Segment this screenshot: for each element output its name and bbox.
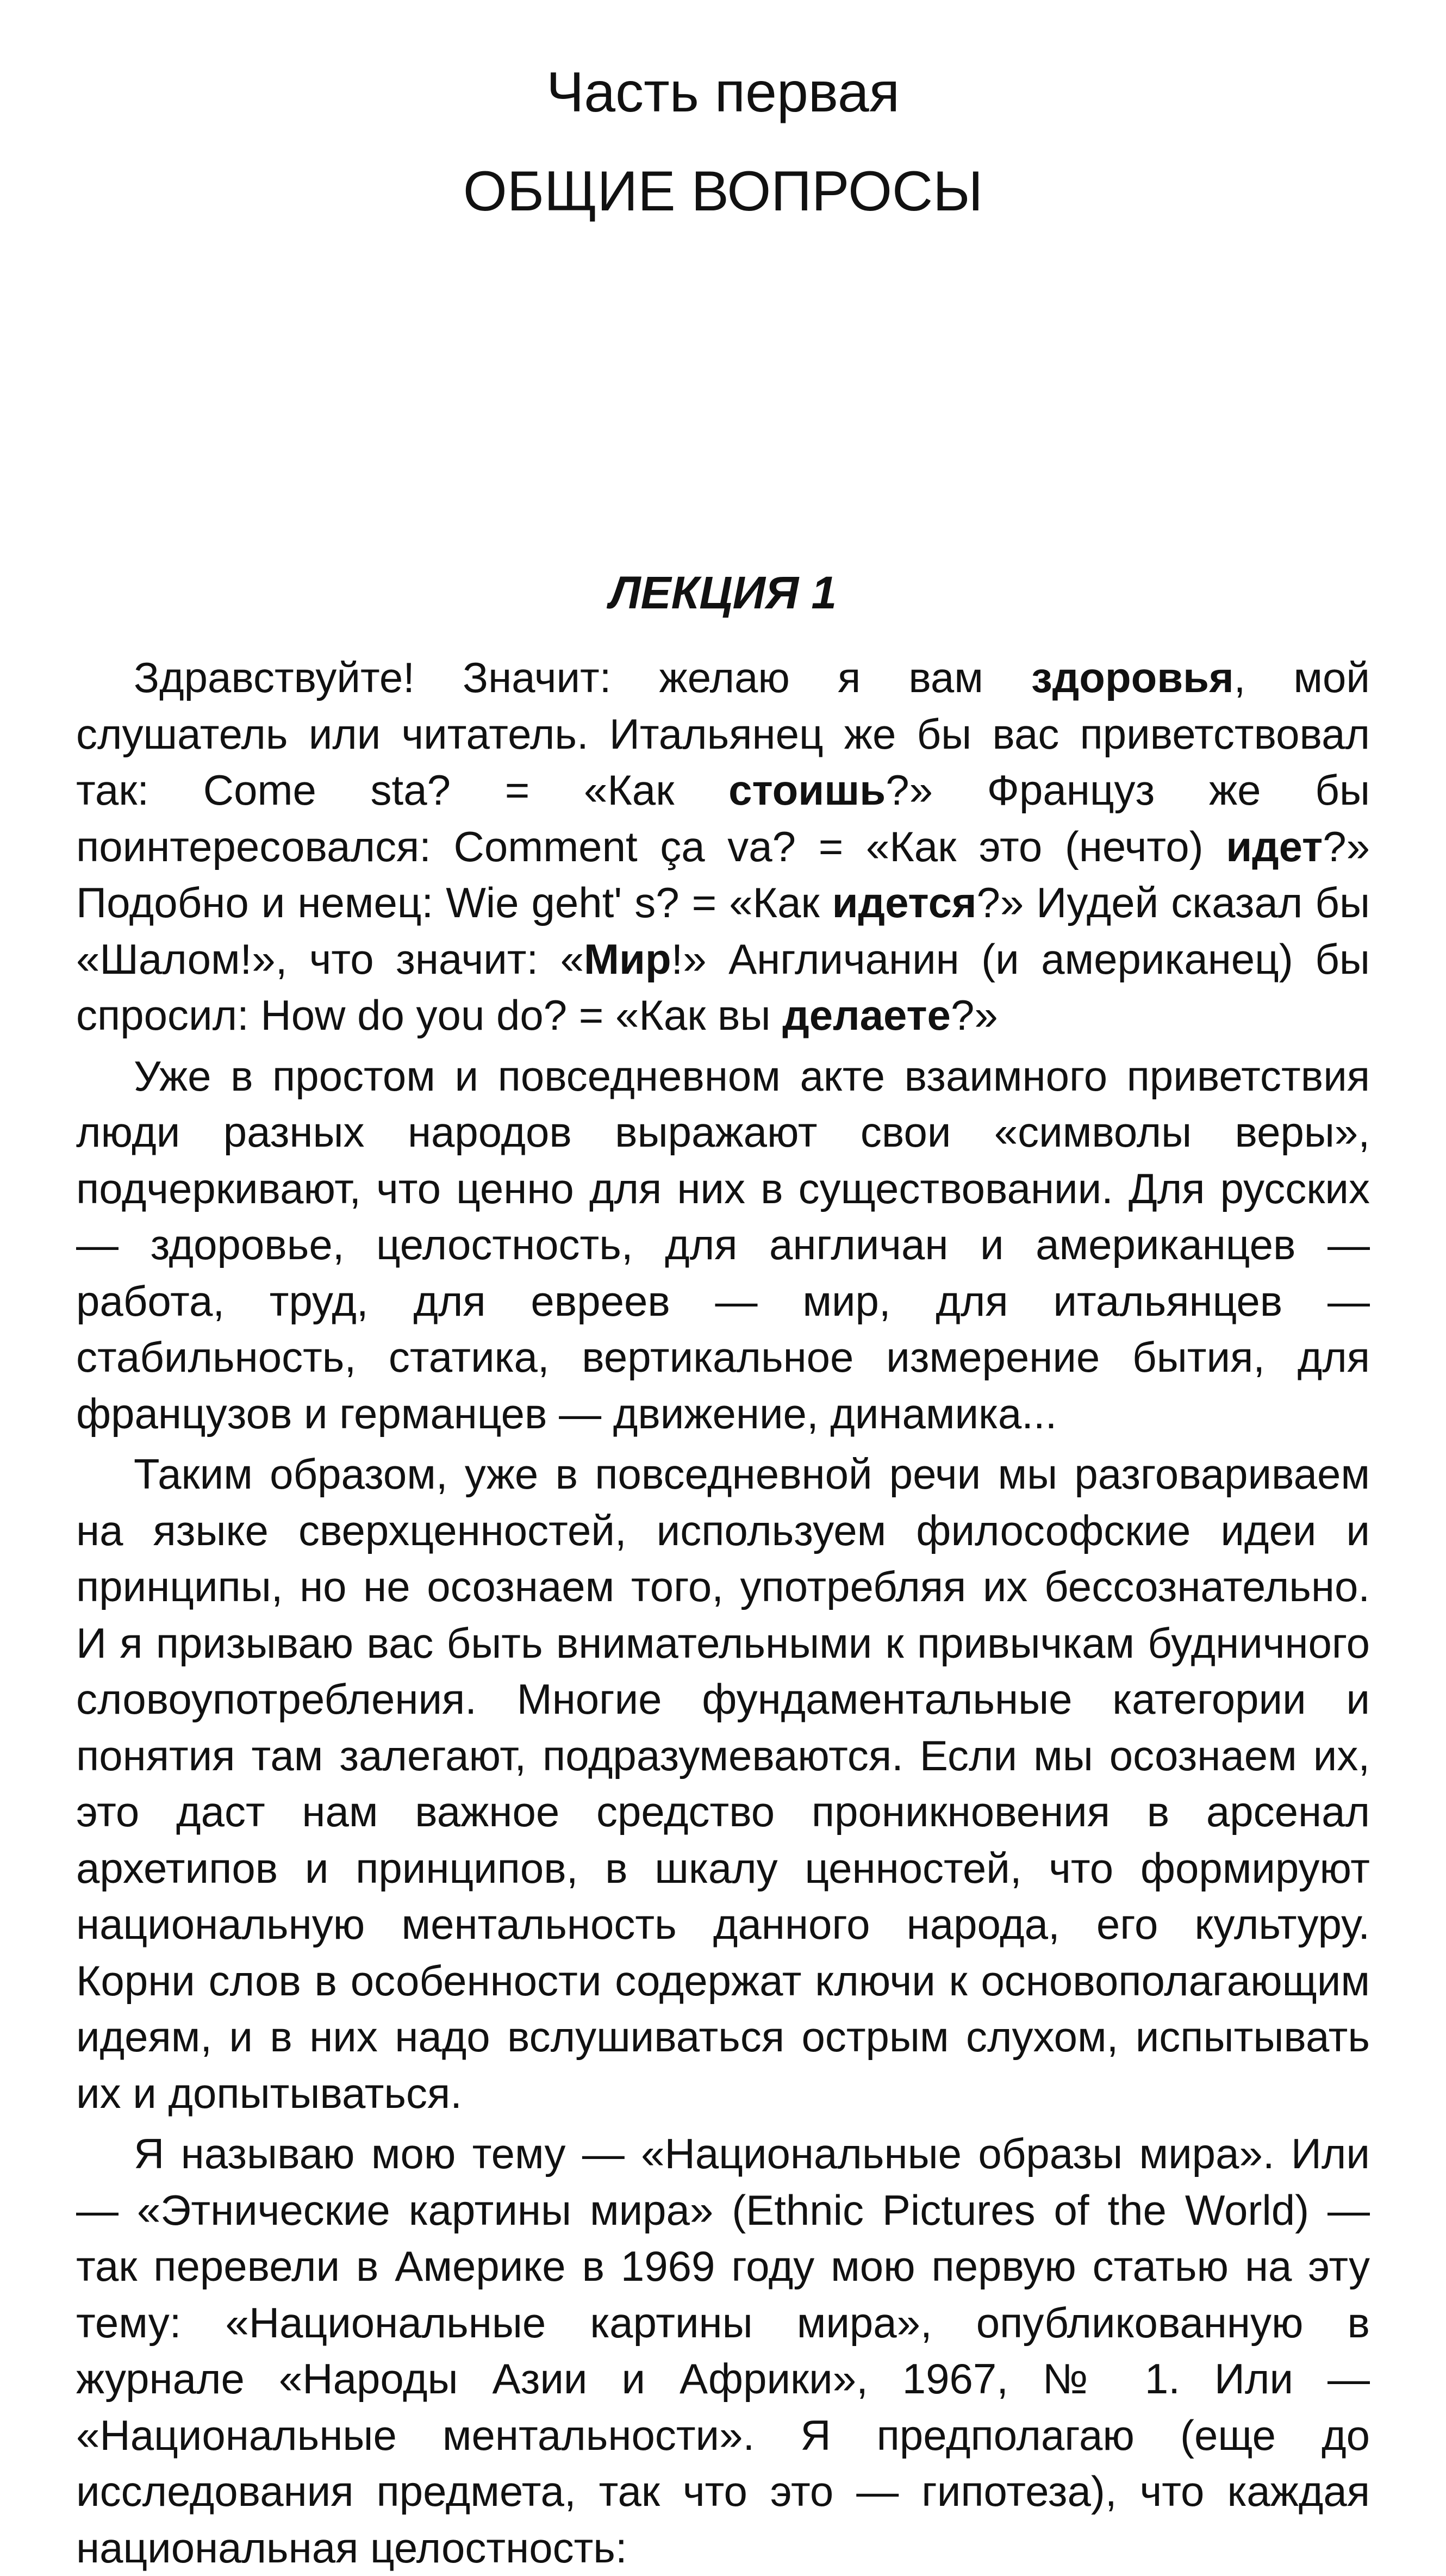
text-run: ?» Подобно и немец: Wie geht' s? = «Как: [76, 822, 1370, 926]
emphasis-word: стоишь: [728, 766, 886, 814]
part-label: Часть первая: [546, 61, 900, 124]
text-run: Здравствуйте! Значит: желаю я вам: [134, 654, 1032, 701]
paragraph-everyday-speech: Таким образом, уже в повседневной речи мы разговариваем на языке сверхценностей, используем философские идеи и принципы, но не осознаем того, употребляя их бессознательно. И я призываю вас быть внимательными к привычкам будничного словоупотребления. Многие фундаментальные категории и понятия там залегают, подразумеваются. Если мы осознаем их, это даст нам важное средство проникновения в арсенал архетипов и принципов, в шкалу ценностей, что формируют национальную ментальность данного народа, его культуру. Корни слов в особенности содержат ключи к основополагающим идеям, и в них надо вслушиваться острым слухом, испытывать их и допытываться.: [76, 1450, 1370, 2117]
paragraph-values: Уже в простом и повседневном акте взаимного приветствия люди разных народов выражают свои «символы веры», подчеркивают, что ценно для них в существовании. Для русских — здоровье, целостность, для англичан и американцев — работа, труд, для евреев — мир, для итальянцев — стабильность, статика, вертикальное измерение бытия, для французов и германцев — движение, динамика...: [76, 1051, 1370, 1438]
emphasis-word: Мир: [584, 935, 671, 983]
emphasis-word: идет: [1226, 822, 1323, 870]
paragraph-topic: Я называю мою тему — «Национальные образы мира». Или — «Этнические картины мира» (Ethnic Pictures of the World) — так перевели в Америке в 1969 году мою первую статью на эту тему: «Национальные картины мира», опубликованную в журнале «Народы Азии и Африки», 1967, № 1. Или — «Национальные ментальности». Я предполагаю (еще до исследования предмета, так что это — гипотеза), что каждая национальная целостность:: [76, 2130, 1370, 2572]
lecture-body: [76, 650, 1370, 2576]
part-title: ОБЩИЕ ВОПРОСЫ: [463, 160, 983, 223]
text-run: ?» Француз же бы поинтересовался: Comment ça va? = «Как это (нечто): [76, 766, 1370, 870]
text-run: ?» Иудей сказал бы «Шалом!», что значит: «: [76, 879, 1370, 983]
emphasis-word: здоровья: [1031, 654, 1234, 701]
emphasis-word: делаете: [782, 991, 951, 1039]
emphasis-word: идется: [832, 879, 977, 926]
text-run: !» Англичанин (и американец) бы спросил: How do you do? = «Как вы: [76, 935, 1370, 1039]
text-run: ?»: [950, 991, 998, 1039]
text-run: , мой слушатель или читатель. Итальянец же бы вас приветствовал так: Come sta? = «Как: [76, 654, 1370, 814]
lecture-title: ЛЕКЦИЯ 1: [609, 567, 837, 618]
paragraph-greetings: [76, 650, 1370, 1044]
